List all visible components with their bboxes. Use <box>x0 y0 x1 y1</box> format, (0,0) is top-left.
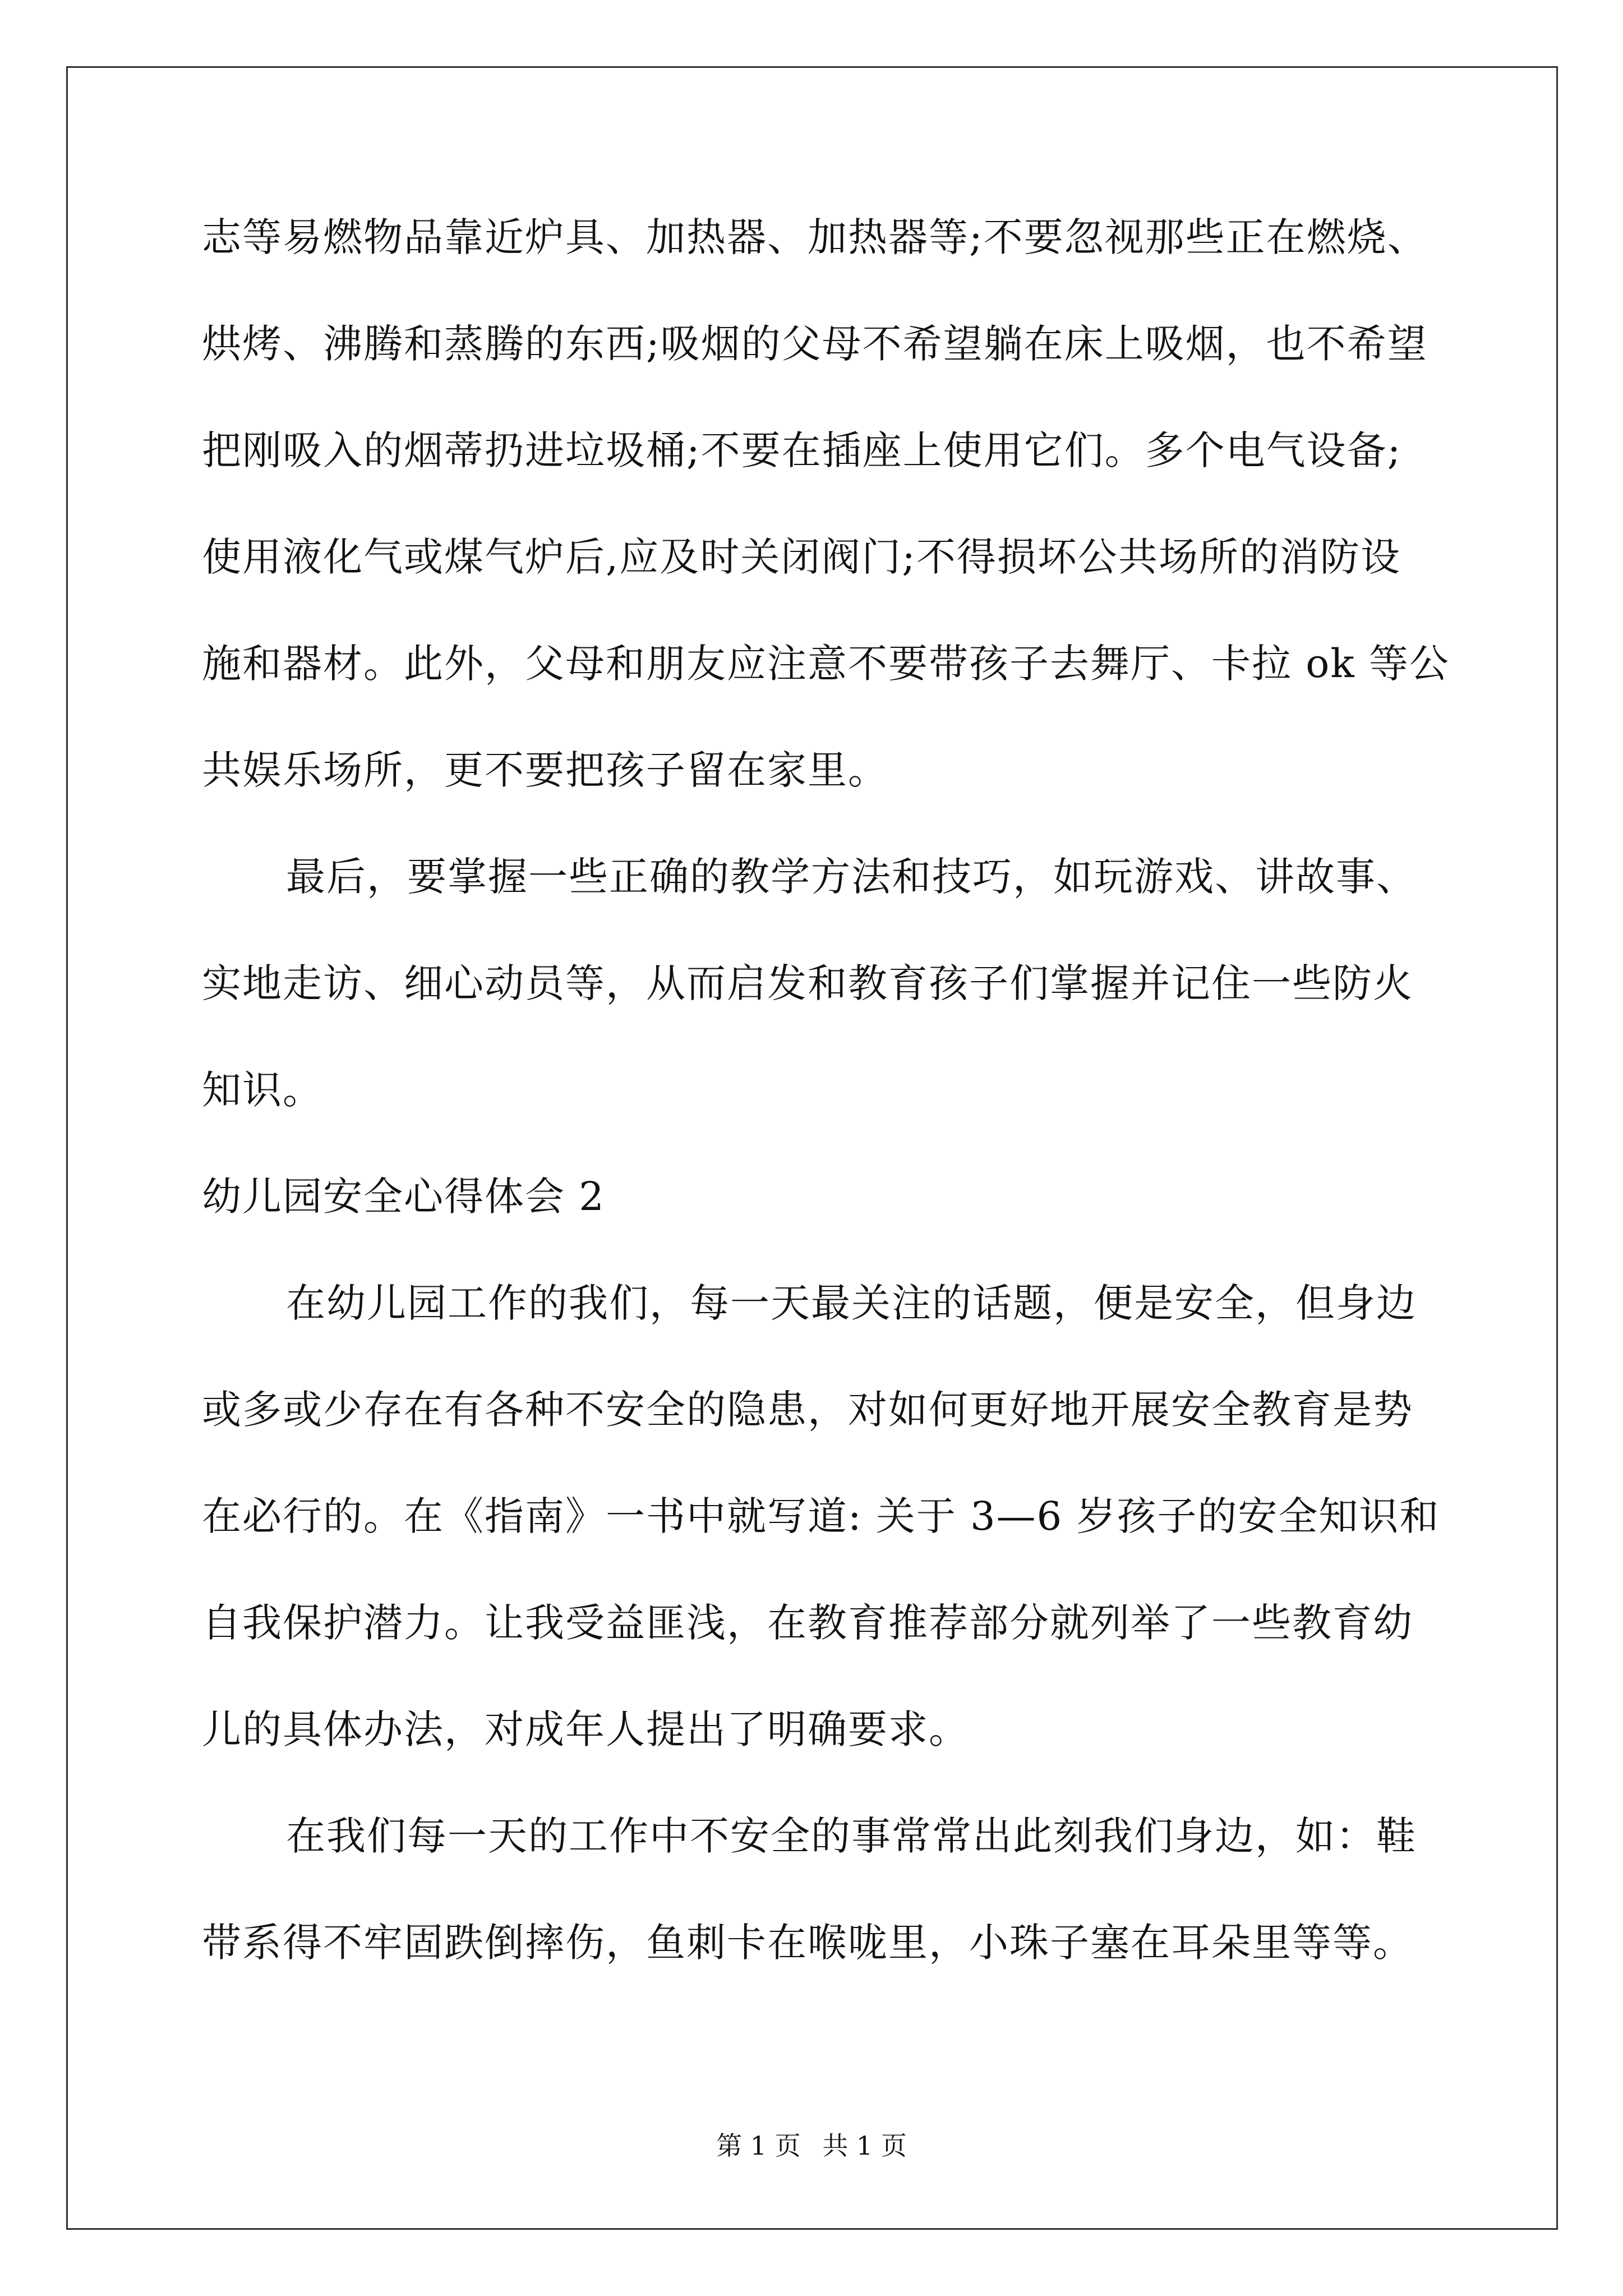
text-line: 知识。 <box>202 1067 323 1113</box>
page-total: 共 1 页 <box>822 2131 907 2161</box>
text-line: 使用液化气或煤气炉后,应及时关闭阀门;不得损坏公共场所的消防设 <box>202 534 1401 580</box>
text-line: 共娱乐场所，更不要把孩子留在家里。 <box>202 747 888 793</box>
paragraph-start-line: 在我们每一天的工作中不安全的事常常出此刻我们身边，如：鞋 <box>286 1813 1417 1859</box>
text-line: 或多或少存在有各种不安全的隐患，对如何更好地开展安全教育是势 <box>202 1387 1413 1433</box>
paragraph-start-line: 最后，要掌握一些正确的教学方法和技巧，如玩游戏、讲故事、 <box>286 854 1417 900</box>
text-line: 带系得不牢固跌倒摔伤，鱼刺卡在喉咙里，小珠子塞在耳朵里等等。 <box>202 1920 1413 1966</box>
paragraph-start-line: 在幼儿园工作的我们，每一天最关注的话题，便是安全，但身边 <box>286 1280 1417 1326</box>
section-heading: 幼儿园安全心得体会 2 <box>202 1174 605 1220</box>
page-number: 第 1 页 <box>716 2131 801 2161</box>
page-border <box>66 66 1558 2230</box>
text-line: 施和器材。此外，父母和朋友应注意不要带孩子去舞厅、卡拉 ok 等公 <box>202 641 1450 687</box>
text-line: 自我保护潜力。让我受益匪浅，在教育推荐部分就列举了一些教育幼 <box>202 1600 1413 1646</box>
page-footer <box>0 2129 1623 2162</box>
text-line: 志等易燃物品靠近炉具、加热器、加热器等;不要忽视那些正在燃烧、 <box>202 214 1428 260</box>
text-line: 实地走访、细心动员等，从而启发和教育孩子们掌握并记住一些防火 <box>202 960 1413 1006</box>
text-line: 把刚吸入的烟蒂扔进垃圾桶;不要在插座上使用它们。多个电气设备; <box>202 427 1402 473</box>
text-line: 烘烤、沸腾和蒸腾的东西;吸烟的父母不希望躺在床上吸烟，也不希望 <box>202 321 1428 367</box>
text-line: 在必行的。在《指南》一书中就写道: 关于 3—6 岁孩子的安全知识和 <box>202 1493 1440 1539</box>
text-line: 儿的具体办法，对成年人提出了明确要求。 <box>202 1706 969 1752</box>
